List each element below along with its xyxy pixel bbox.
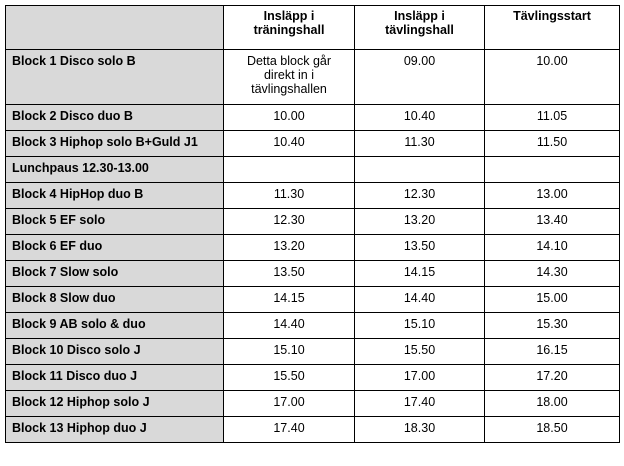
table-row [6,209,620,235]
training-hall-time: 12.30 [224,209,355,235]
block-name: Block 11 Disco duo J [6,365,224,391]
header-corner [6,6,224,50]
table-row [6,365,620,391]
block-name: Block 12 Hiphop solo J [6,391,224,417]
competition-start-time: 17.20 [485,365,620,391]
schedule-table [5,5,620,443]
competition-hall-time: 18.30 [355,417,485,443]
block-name: Block 2 Disco duo B [6,105,224,131]
training-hall-time: 15.50 [224,365,355,391]
table-row [6,183,620,209]
block-name: Block 1 Disco solo B [6,50,224,105]
competition-hall-time: 10.40 [355,105,485,131]
competition-start-time [485,157,620,183]
training-hall-time: 10.40 [224,131,355,157]
competition-hall-time: 09.00 [355,50,485,105]
schedule-document [5,5,620,443]
competition-start-time: 14.10 [485,235,620,261]
competition-hall-time: 13.50 [355,235,485,261]
competition-start-time: 13.40 [485,209,620,235]
training-hall-time [224,157,355,183]
training-hall-note: Detta block går direkt in i tävlingshallen [246,54,332,96]
training-hall-time: 14.40 [224,313,355,339]
block-name: Block 4 HipHop duo B [6,183,224,209]
block-name: Lunchpaus 12.30-13.00 [6,157,224,183]
table-row [6,261,620,287]
header-row [6,6,620,50]
competition-start-time: 18.50 [485,417,620,443]
block-name: Block 6 EF duo [6,235,224,261]
table-row [6,391,620,417]
block-name: Block 10 Disco solo J [6,339,224,365]
block-name: Block 9 AB solo & duo [6,313,224,339]
training-hall-time: 10.00 [224,105,355,131]
header-competition-hall: Insläpp i tävlingshall [355,6,485,50]
block-name: Block 7 Slow solo [6,261,224,287]
competition-hall-time: 17.40 [355,391,485,417]
competition-hall-time: 15.50 [355,339,485,365]
training-hall-time: 13.20 [224,235,355,261]
header-training-hall: Insläpp i träningshall [224,6,355,50]
competition-hall-time: 15.10 [355,313,485,339]
block-name: Block 8 Slow duo [6,287,224,313]
training-hall-time: 13.50 [224,261,355,287]
competition-start-time: 11.05 [485,105,620,131]
training-hall-time: 11.30 [224,183,355,209]
table-row [6,313,620,339]
competition-start-time: 15.30 [485,313,620,339]
competition-start-time: 10.00 [485,50,620,105]
competition-hall-time [355,157,485,183]
competition-hall-time: 14.40 [355,287,485,313]
header-competition-start: Tävlingsstart [485,6,620,50]
competition-hall-time: 14.15 [355,261,485,287]
competition-start-time: 13.00 [485,183,620,209]
competition-hall-time: 12.30 [355,183,485,209]
competition-hall-time: 11.30 [355,131,485,157]
competition-start-time: 15.00 [485,287,620,313]
training-hall-time: 15.10 [224,339,355,365]
table-row [6,339,620,365]
training-hall-time: 17.40 [224,417,355,443]
competition-hall-time: 17.00 [355,365,485,391]
competition-start-time: 16.15 [485,339,620,365]
competition-start-time: 11.50 [485,131,620,157]
block-name: Block 13 Hiphop duo J [6,417,224,443]
competition-start-time: 14.30 [485,261,620,287]
competition-start-time: 18.00 [485,391,620,417]
table-row [6,105,620,131]
training-hall-time: 17.00 [224,391,355,417]
block-name: Block 5 EF solo [6,209,224,235]
table-row [6,131,620,157]
table-row [6,157,620,183]
table-row [6,50,620,105]
table-row [6,417,620,443]
training-hall-time: 14.15 [224,287,355,313]
block-name: Block 3 Hiphop solo B+Guld J1 [6,131,224,157]
training-hall-time [224,50,355,105]
table-row [6,287,620,313]
competition-hall-time: 13.20 [355,209,485,235]
table-row [6,235,620,261]
